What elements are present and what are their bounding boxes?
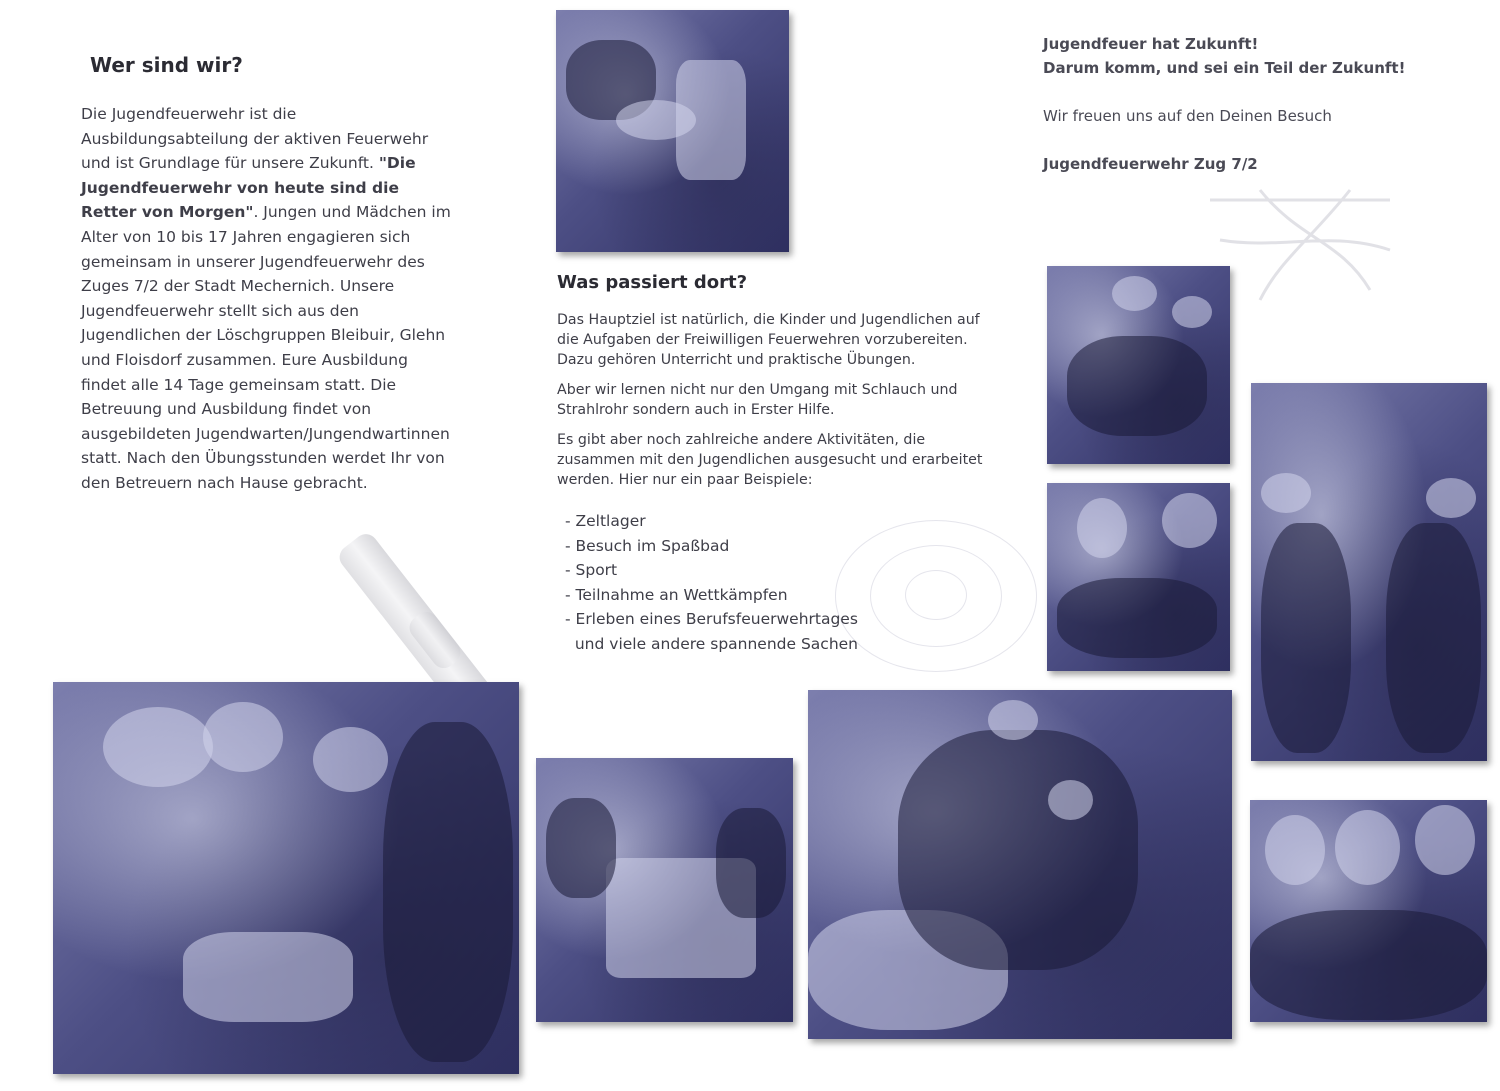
activity-list xyxy=(565,509,858,657)
list-item: - Besuch im Spaßbad xyxy=(565,536,730,555)
list-item: - Teilnahme an Wettkämpfen xyxy=(565,585,788,604)
signature: Jugendfeuerwehr Zug 7/2 xyxy=(1043,155,1258,173)
paragraph-goal: Das Hauptziel ist natürlich, die Kinder und Jugendlichen auf die Aufgaben der Freiwilligen Feuerwehren vorzubereiten. Dazu gehören Unterricht und praktische Übungen. xyxy=(557,312,980,368)
photo-girls-equipment xyxy=(1047,483,1230,671)
background-ripple-graphic xyxy=(905,570,967,620)
welcome-line: Wir freuen uns auf den Deinen Besuch xyxy=(1043,107,1332,125)
intro-paragraph xyxy=(81,102,451,496)
section-heading-what: Was passiert dort? xyxy=(557,272,748,293)
photo-climbing-drill xyxy=(1251,383,1487,761)
activities-text xyxy=(557,310,987,500)
list-item: - Erleben eines Berufsfeuerwehrtages xyxy=(565,610,858,629)
intro-quote: "Die Jugendfeuerwehr von heute sind die Retter von Morgen" xyxy=(81,154,416,222)
slogan-line-2: Darum komm, und sei ein Teil der Zukunft! xyxy=(1043,59,1406,77)
intro-text-part-1: Die Jugendfeuerwehr ist die Ausbildungsabteilung der aktiven Feuerwehr und ist Grundlage für unsere Zukunft. xyxy=(81,105,429,173)
photo-thumbs-up xyxy=(1250,800,1487,1022)
list-item: - Sport xyxy=(565,561,618,580)
background-knot-graphic xyxy=(1200,180,1400,310)
section-heading-who: Wer sind wir? xyxy=(90,53,243,77)
list-item: und viele andere spannende Sachen xyxy=(565,634,859,653)
photo-classroom xyxy=(536,758,793,1022)
slogan-line-1: Jugendfeuer hat Zukunft! xyxy=(1043,35,1259,53)
paragraph-other-activities: Es gibt aber noch zahlreiche andere Aktivitäten, die zusammen mit den Jugendlichen ausgesucht und erarbeitet werden. Hier nur ein paar Beispiele: xyxy=(557,432,983,488)
intro-text-part-2: . Jungen und Mädchen im Alter von 10 bis 17 Jahren engagieren sich gemeinsam in unserer Jugendfeuerwehr des Zuges 7/2 der Stadt Mechernich. Unsere Jugendfeuerwehr stellt sich aus den Jugendlichen der Löschgruppen Bleibuir, Glehn und Floisdorf zusammen. Eure Ausbildung findet alle 14 Tage gemeinsam statt. Die Betreuung und Ausbildung findet von ausgebildeten Jugendwarten/Jungendwartinnen statt. Nach den Übungsstunden werdet Ihr von den Betreuern nach Hause gebracht. xyxy=(81,203,451,492)
paragraph-first-aid: Aber wir lernen nicht nur den Umgang mit Schlauch und Strahlrohr sondern auch in Erster Hilfe. xyxy=(557,382,958,418)
photo-hose-exercise xyxy=(556,10,789,252)
photo-group-hydrant xyxy=(53,682,519,1074)
closing-text xyxy=(1043,32,1443,176)
photo-helmets-hose xyxy=(1047,266,1230,464)
list-item: - Zeltlager xyxy=(565,512,646,530)
photo-boat-rafting xyxy=(808,690,1232,1039)
